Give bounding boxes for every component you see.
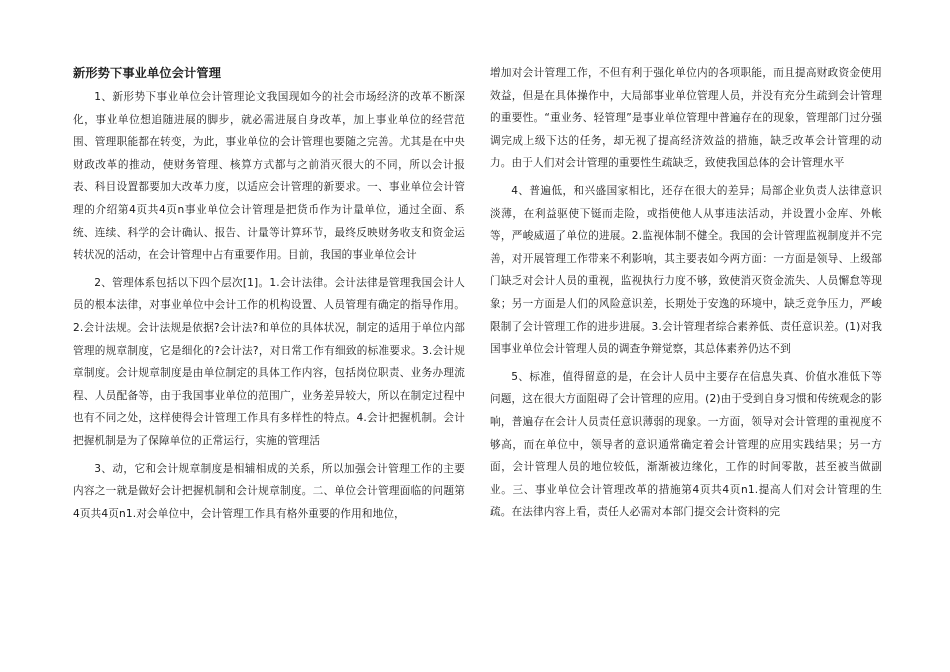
left-column bbox=[73, 62, 465, 530]
paragraph-3: 3、动，它和会计规章制度是相辅相成的关系，所以加强会计管理工作的主要内容之一就是做好会计把握机制和会计规章制度。二、单位会计管理面临的问题第4页共4页n1.对会单位中，会计管理工作具有格外重要的作用和地位， bbox=[73, 462, 465, 520]
paragraph-2: 2、管理体系包括以下四个层次[1]。1.会计法律。会计法律是管理我国会计人员的根本法律，对事业单位中会计工作的机构设置、人员管理有确定的指导作用。2.会计法规。会计法规是依据?会计法?和单位的具体状况，制定的适用于单位内部管理的规章制度，它是细化的?会计法?，对日常工作有细致的标准要求。3.会计规章制度。会计规章制度是由单位制定的具体工作内容，包括岗位职责、业务办理流程、人员配备等，由于我国事业单位的范围广，业务差异较大，所以在制定过程中也有不同之处，这样使得会计管理工作具有多样性的特点。4.会计把握机制。会计把握机制是为了保障单位的正常运行，实施的管理活 bbox=[73, 276, 465, 447]
right-column bbox=[490, 62, 882, 529]
paragraph-5: 5、标准，值得留意的是，在会计人员中主要存在信息失真、价值水准低下等问题，这在很大方面阻碍了会计管理的应用。(2)由于受到自身习惯和传统观念的影响，普遍存在会计人员责任意识薄弱的现象。一方面，领导对会计管理的重视度不够高，而在单位中，领导者的意识通常确定着会计管理的应用实践结果；另一方面，会计管理人员的地位较低，渐渐被边缘化，工作的时间零散，甚至被当做副业。三、事业单位会计管理改革的措施第4页共4页n1.提高人们对会计管理的生疏。在法律内容上看，责任人必需对本部门提交会计资料的完 bbox=[490, 370, 882, 519]
paragraph-3-continued: 增加对会计管理工作，不但有利于强化单位内的各项职能，而且提高财政资金使用效益，但是在具体操作中，大局部事业单位管理人员，并没有充分生疏到会计管理的重要性。“重业务、轻管理”是事业单位管理中普遍存在的现象，管理部门过分强调完成上级下达的任务，却无视了提高经济效益的措施，缺乏改革会计管理的动力。由于人们对会计管理的重要性生疏缺乏，致使我国总体的会计管理水平 bbox=[490, 67, 882, 170]
paragraph-1: 1、新形势下事业单位会计管理论文我国现如今的社会市场经济的改革不断深化，事业单位想追随进展的脚步，就必需进展自身改革，加上事业单位的经营范围、管理职能都在转变，为此，事业单位的会计管理也要随之完善。尤其是在中央财政改革的推动，使财务管理、核算方式都与之前消灭很大的不同，所以会计报表、科目设置都要加大改革力度，以适应会计管理的新要求。一、事业单位会计管理的介绍第4页共4页n事业单位会计管理是把货币作为计量单位，通过全面、系统、连续、科学的会计确认、报告、计量等计算环节，最终反映财务收支和资金运转状况的活动，在会计管理中占有重要作用。目前，我国的事业单位会计 bbox=[73, 91, 465, 262]
document-title: 新形势下事业单位会计管理 bbox=[73, 66, 222, 80]
paragraph-4: 4、普遍低，和兴盛国家相比，还存在很大的差异；局部企业负责人法律意识淡薄，在利益驱使下铤而走险，或指使他人从事违法活动，并设置小金库、外帐等，严峻威逼了单位的进展。2.监视体制不健全。我国的会计管理监视制度并不完善，对开展管理工作带来不利影响，其主要表如今两方面：一方面是领导、上级部门缺乏对会计人员的重视，监视执行力度不够，致使消灭资金流失、人员懈怠等现象；另一方面是人们的风险意识差，长期处于安逸的环境中，缺乏竞争压力，严峻限制了会计管理工作的进步进展。3.会计管理者综合素养低、责任意识差。(1)对我国事业单位会计管理人员的调查争辩觉察，其总体素养仍达不到 bbox=[490, 184, 882, 356]
